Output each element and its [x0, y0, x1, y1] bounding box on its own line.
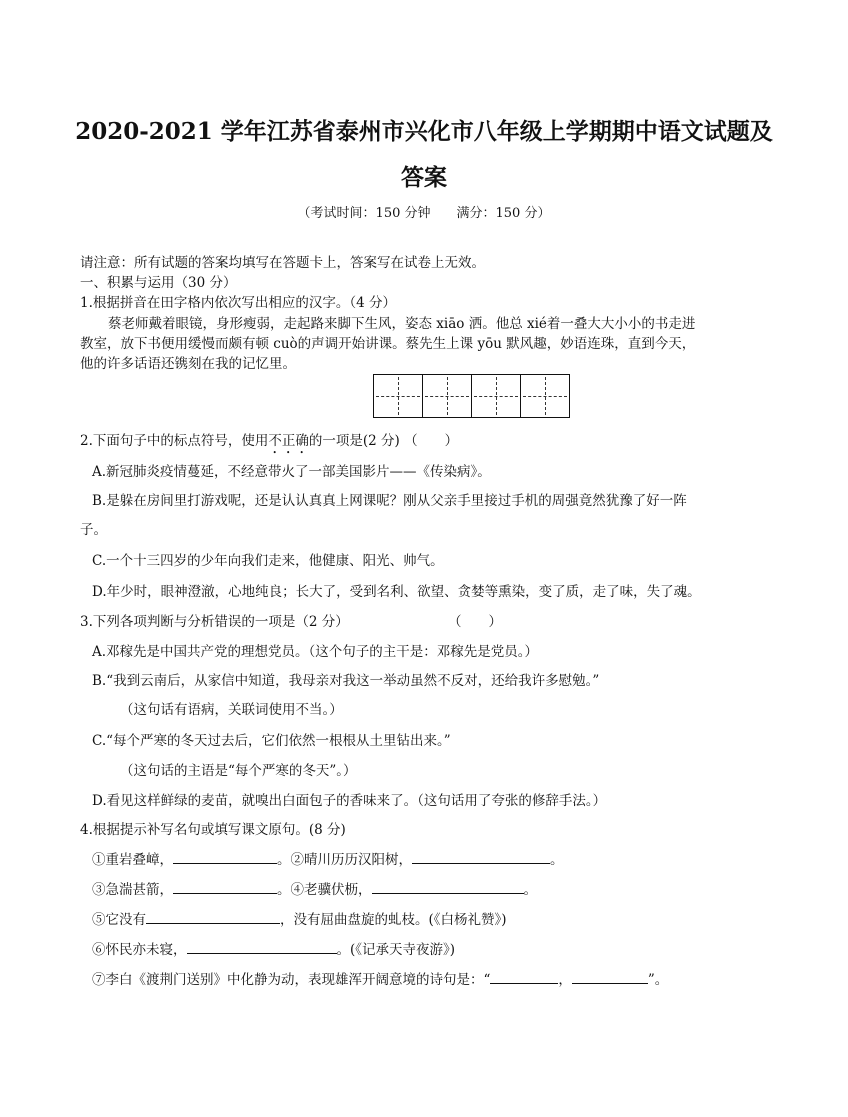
q4-line	[92, 908, 507, 928]
q4-text: 。	[523, 882, 537, 898]
tianzige-cell[interactable]	[373, 374, 423, 418]
q4-stem: 4.根据提示补写名句或填写课文原句。(8 分)	[80, 822, 346, 838]
answer-blank[interactable]	[146, 911, 280, 924]
q2-option-a: A.新冠肺炎疫情蔓延，不经意带火了一部美国影片——《传染病》。	[92, 464, 491, 480]
q2-option-c: C.一个十三四岁的少年向我们走来，他健康、阳光、帅气。	[92, 553, 444, 569]
answer-blank[interactable]	[412, 851, 550, 864]
q1-paragraph-line: 他的许多话语还镌刻在我的记忆里。	[80, 356, 296, 372]
q1-stem: 1.根据拼音在田字格内依次写出相应的汉字。（4 分）	[80, 295, 397, 311]
q3-option-b: B.“我到云南后，从家信中知道，我母亲对我这一举动虽然不反对，还给我许多慰勉。”	[92, 673, 600, 689]
q3-option-a: A.邓稼先是中国共产党的理想党员。（这个句子的主干是：邓稼先是党员。）	[92, 644, 539, 660]
page-title: 2020-2021 学年江苏省泰州市兴化市八年级上学期期中语文试题及	[75, 118, 773, 145]
tianzige-cell[interactable]	[520, 374, 570, 418]
exam-info: （考试时间：150 分钟 满分：150 分）	[297, 206, 551, 221]
q4-text: 。④老骥伏枥，	[277, 882, 372, 898]
q4-text: 。(《记承天寺夜游》)	[336, 942, 456, 958]
answer-blank[interactable]	[572, 971, 648, 984]
q3-option-c-note: （这句话的主语是“每个严寒的冬天”。）	[120, 763, 357, 779]
tianzige-cell[interactable]	[422, 374, 472, 418]
q4-text: 。②晴川历历汉阳树，	[277, 852, 412, 868]
q4-text: ⑤它没有	[92, 912, 146, 928]
q3-option-d: D.看见这样鲜绿的麦苗，就嗅出白面包子的香味来了。（这句话用了夸张的修辞手法。）	[92, 793, 607, 809]
q2-stem	[80, 429, 458, 457]
q1-paragraph-line: 教室，放下书便用缓慢而颇有顿 cuò的声调开始讲课。蔡先生上课 yōu 默风趣，妙语连珠，直到今天，	[80, 336, 696, 352]
q4-line	[92, 878, 537, 898]
q4-text: ”。	[647, 972, 669, 988]
q4-text: 。	[550, 852, 564, 868]
q4-line	[92, 848, 564, 868]
q4-text: ⑦李白《渡荆门送别》中化静为动，表现雄浑开阔意境的诗句是：“	[92, 972, 491, 988]
q3-stem: 3.下列各项判断与分析错误的一项是（2 分）	[80, 614, 349, 630]
q4-line	[92, 938, 455, 958]
answer-blank[interactable]	[372, 881, 524, 894]
answer-blank[interactable]	[187, 941, 337, 954]
q2-stem-emphasis: 不正确	[268, 433, 309, 449]
tianzige-grid	[373, 374, 570, 418]
answer-blank[interactable]	[490, 971, 558, 984]
answer-blank[interactable]	[173, 881, 277, 894]
q2-option-b-continued: 子。	[80, 522, 107, 538]
section-heading: 一、积累与运用（30 分）	[80, 275, 237, 291]
answer-blank[interactable]	[173, 851, 277, 864]
q4-line	[92, 968, 668, 988]
q4-text: ③急湍甚箭，	[92, 882, 173, 898]
q2-stem-text: 2.下面句子中的标点符号，使用	[80, 433, 269, 449]
page-title-continued: 答案	[401, 164, 447, 191]
q2-option-d: D.年少时，眼神澄澈，心地纯良；长大了，受到名利、欲望、贪婪等熏染，变了质，走了味，失了魂。	[92, 584, 701, 600]
tianzige-cell[interactable]	[471, 374, 521, 418]
q1-paragraph-line: 蔡老师戴着眼镜，身形瘦弱，走起路来脚下生风，姿态 xiāo 洒。他总 xié着一叠大大小小的书走进	[108, 316, 696, 332]
q4-text: ，没有屈曲盘旋的虬枝。(《白杨礼赞》)	[280, 912, 507, 928]
q3-option-b-note: （这句话有语病，关联词使用不当。）	[120, 702, 343, 718]
notice: 请注意：所有试题的答案均填写在答题卡上，答案写在试卷上无效。	[80, 255, 485, 271]
q4-text: ，	[558, 972, 572, 988]
q2-option-b: B.是躲在房间里打游戏呢，还是认认真真上网课呢？刚从父亲手里接过手机的周强竟然犹豫了好一阵	[92, 493, 687, 509]
q3-option-c: C.“每个严寒的冬天过去后，它们依然一根根从土里钻出来。”	[92, 733, 451, 749]
q4-text: ①重岩叠嶂，	[92, 852, 173, 868]
q2-stem-text: 的一项是(2 分) （ ）	[308, 433, 459, 449]
q4-text: ⑥怀民亦未寝，	[92, 942, 187, 958]
q3-answer-paren: （ ）	[448, 614, 502, 630]
